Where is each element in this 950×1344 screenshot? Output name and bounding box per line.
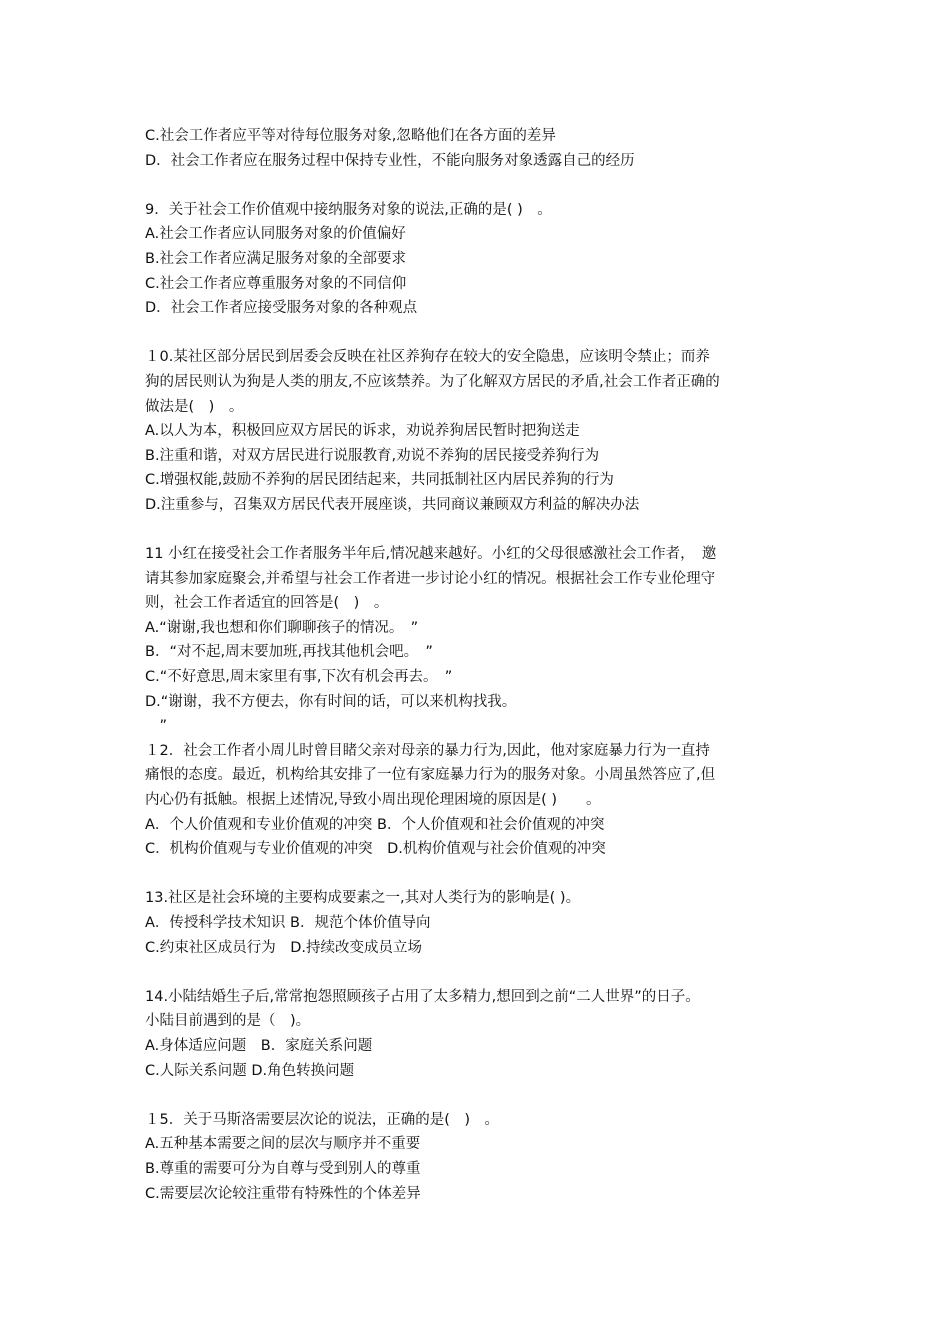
question-stem: 痛恨的态度。最近，机构给其安排了一位有家庭暴力行为的服务对象。小周虽然答应了,但 (145, 767, 716, 784)
option-b: B.注重和谐，对双方居民进行说服教育,劝说不养狗的居民接受养狗行为 (145, 447, 600, 464)
option-b: B．“对不起,周末要加班,再找其他机会吧。 ” (145, 644, 433, 661)
question-8-options (145, 124, 815, 173)
option-c-d: C.人际关系问题 D.角色转换问题 (145, 1062, 355, 1079)
question-stem: 11 小红在接受社会工作者服务半年后,情况越来越好。小红的父母很感激社会工作者， 邀 (145, 546, 717, 563)
option-a: A.“谢谢,我也想和你们聊聊孩子的情况。 ” (145, 619, 419, 636)
option-a-b: A．个人价值观和专业价值观的冲突 B．个人价值观和社会价值观的冲突 (145, 816, 605, 833)
document-page (145, 124, 815, 1206)
question-stem: 则，社会工作者适宜的回答是( ) 。 (145, 595, 389, 612)
question-stem: 13.社区是社会环境的主要构成要素之一,其对人类行为的影响是( )。 (145, 890, 581, 907)
question-15 (145, 1108, 815, 1206)
question-stem: 9．关于社会工作价值观中接纳服务对象的说法,正确的是( ) 。 (145, 201, 552, 218)
question-11-12 (145, 542, 815, 862)
option-a: A.社会工作者应认同服务对象的价值偏好 (145, 226, 406, 243)
option-b: B.尊重的需要可分为自尊与受到别人的尊重 (145, 1160, 421, 1177)
option-c-d: C.约束社区成员行为 D.持续改变成员立场 (145, 939, 423, 956)
option-c: C.社会工作者应平等对待每位服务对象,忽略他们在各方面的差异 (145, 128, 556, 144)
option-a-b: A．传授科学技术知识 B．规范个体价值导向 (145, 915, 431, 931)
option-c-d: C．机构价值观与专业价值观的冲突 D.机构价值观与社会价值观的冲突 (145, 841, 606, 858)
question-13 (145, 886, 815, 960)
question-stem: １2．社会工作者小周儿时曾目睹父亲对母亲的暴力行为,因此，他对家庭暴力行为一直持 (145, 742, 710, 759)
question-stem: １0.某社区部分居民到居委会反映在社区养狗存在较大的安全隐患，应该明令禁止；而养 (145, 349, 710, 366)
option-c: C.“不好意思,周末家里有事,下次有机会再去。 ” (145, 669, 453, 686)
option-c: C.增强权能,鼓励不养狗的居民团结起来，共同抵制社区内居民养狗的行为 (145, 472, 614, 489)
option-d-continuation: ” (145, 718, 168, 735)
option-c: C.需要层次论较注重带有特殊性的个体差异 (145, 1185, 421, 1202)
option-d: D．社会工作者应在服务过程中保持专业性，不能向服务对象透露自己的经历 (145, 152, 635, 169)
question-14 (145, 985, 815, 1083)
question-stem: 做法是( ) 。 (145, 398, 244, 415)
option-d: D.注重参与，召集双方居民代表开展座谈，共同商议兼顾双方利益的解决办法 (145, 496, 640, 513)
option-c: C.社会工作者应尊重服务对象的不同信仰 (145, 275, 407, 292)
option-b: B.社会工作者应满足服务对象的全部要求 (145, 250, 407, 267)
question-stem: 狗的居民则认为狗是人类的朋友,不应该禁养。为了化解双方居民的矛盾,社会工作者正确的 (145, 373, 720, 390)
option-d: D.“谢谢，我不方便去，你有时间的话，可以来机构找我。 (145, 693, 517, 710)
question-stem: １5．关于马斯洛需要层次论的说法，正确的是( ) 。 (145, 1111, 500, 1128)
question-9 (145, 198, 815, 321)
option-d: D．社会工作者应接受服务对象的各种观点 (145, 300, 418, 317)
question-10 (145, 345, 815, 517)
question-stem: 内心仍有抵触。根据上述情况,导致小周出现伦理困境的原因是( ) 。 (145, 792, 601, 809)
option-a: A.五种基本需要之间的层次与顺序并不重要 (145, 1136, 421, 1153)
question-stem: 小陆目前遇到的是（ )。 (145, 1013, 311, 1030)
option-a-b: A.身体适应问题 B．家庭关系问题 (145, 1037, 373, 1054)
question-stem: 请其参加家庭聚会,并希望与社会工作者进一步讨论小红的情况。根据社会工作专业伦理守 (145, 570, 716, 587)
option-a: A.以人为本，积极回应双方居民的诉求，劝说养狗居民暂时把狗送走 (145, 423, 580, 440)
question-stem: 14.小陆结婚生子后,常常抱怨照顾孩子占用了太多精力,想回到之前“二人世界”的日子。 (145, 988, 700, 1005)
